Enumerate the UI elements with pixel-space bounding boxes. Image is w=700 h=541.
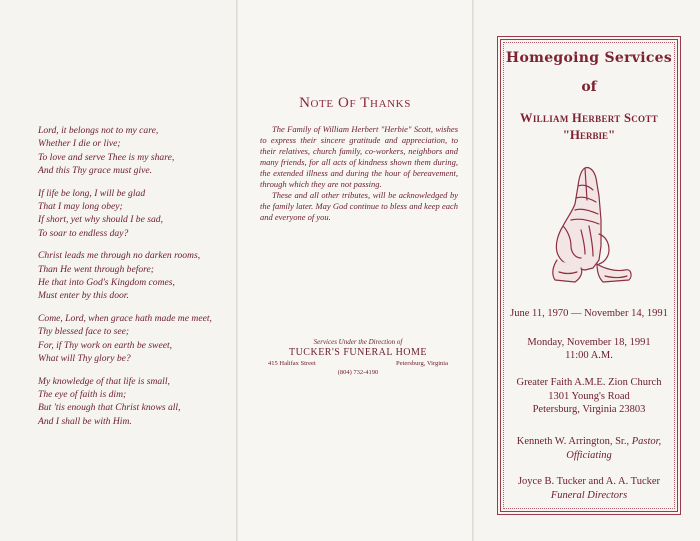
poem-line: He that into God's Kingdom comes, — [38, 277, 175, 289]
poem-line: For, if Thy work on earth be sweet, — [38, 339, 173, 351]
cover-panel — [474, 0, 700, 541]
poem-line: And I shall be with Him. — [38, 415, 132, 427]
directors-role: Funeral Directors — [550, 489, 628, 501]
thanks-body — [260, 124, 458, 223]
church-info — [497, 376, 681, 417]
poem-line: To love and serve Thee is my share, — [38, 151, 175, 163]
funeral-home-phone: (804) 732-4190 — [337, 369, 379, 376]
poem-stanza — [38, 124, 233, 178]
directors-names: Joyce B. Tucker and A. A. Tucker — [517, 476, 661, 487]
funeral-home-intro: Services Under the Direction of — [313, 338, 403, 346]
pastor-role: Officiating — [566, 449, 612, 461]
poem-line: Come, Lord, when grace hath made me meet, — [38, 312, 212, 324]
funeral-home-city: Petersburg, Virginia — [396, 360, 448, 367]
pastor-info — [497, 435, 681, 462]
cover-heading: Homegoing Services — [505, 50, 673, 66]
life-dates: June 11, 1970 — November 14, 1991 — [510, 308, 668, 319]
pastor-name: Kenneth W. Arrington, Sr., — [516, 436, 630, 447]
poem-stanza — [38, 375, 233, 429]
poem-line: That I may long obey; — [38, 201, 123, 213]
pastor-title: Pastor, — [631, 436, 662, 447]
pastor-line — [497, 435, 681, 449]
funeral-home-address — [268, 359, 448, 368]
poem — [38, 124, 233, 437]
thanks-paragraph: The Family of William Herbert "Herbie" Scott, wishes to express their sincere gratitude and appreciation, to their relatives, church family, co-workers, neighbors and many friends, for all acts of kindness shown them during, the extended illness and during the hour of bereavement, through which they are not passing. — [260, 124, 458, 189]
poem-stanza — [38, 312, 233, 366]
poem-panel — [0, 0, 236, 541]
funeral-home-block — [268, 338, 448, 378]
poem-line: To soar to endless day? — [38, 227, 129, 239]
thanks-paragraph: These and all other tributes, will be acknowledged by the family later. May God continue to bless and keep each and everyone of you. — [260, 190, 458, 222]
poem-line: My knowledge of that life is small, — [38, 375, 170, 387]
thanks-title: Note Of Thanks — [299, 95, 411, 111]
church-city: Petersburg, Virginia 23803 — [532, 404, 646, 415]
poem-line: And this Thy grace must give. — [38, 165, 153, 177]
poem-line: What will Thy glory be? — [38, 353, 131, 365]
poem-line: Whether I die or live; — [38, 138, 121, 150]
poem-line: Must enter by this door. — [38, 290, 129, 302]
church-street: 1301 Young's Road — [548, 390, 630, 402]
poem-line: Than He went through before; — [38, 263, 155, 275]
poem-line: Thy blessed face to see; — [38, 326, 130, 338]
service-date: Monday, November 18, 1991 — [527, 337, 651, 348]
service-time: 11:00 A.M. — [565, 350, 613, 361]
poem-line: But 'tis enough that Christ knows all, — [38, 402, 181, 414]
service-schedule — [497, 336, 681, 362]
thanks-panel — [238, 0, 472, 541]
poem-stanza — [38, 187, 233, 241]
poem-line: Lord, it belongs not to my care, — [38, 125, 159, 136]
funeral-directors — [497, 475, 681, 502]
poem-line: If life be long, I will be glad — [38, 187, 146, 199]
poem-stanza — [38, 249, 233, 303]
deceased-name: William Herbert Scott — [520, 111, 658, 125]
church-name: Greater Faith A.M.E. Zion Church — [516, 377, 662, 388]
poem-line: If short, yet why should I be sad, — [38, 214, 163, 226]
funeral-home-street: 415 Halifax Street — [268, 360, 316, 367]
funeral-home-name: TUCKER'S FUNERAL HOME — [288, 347, 428, 358]
cover-of: of — [581, 79, 597, 95]
poem-line: The eye of faith is dim; — [38, 388, 127, 400]
deceased-nickname: "Herbie" — [562, 127, 616, 142]
praying-hands-icon — [541, 160, 641, 288]
poem-line: Christ leads me through no darken rooms, — [38, 250, 201, 262]
